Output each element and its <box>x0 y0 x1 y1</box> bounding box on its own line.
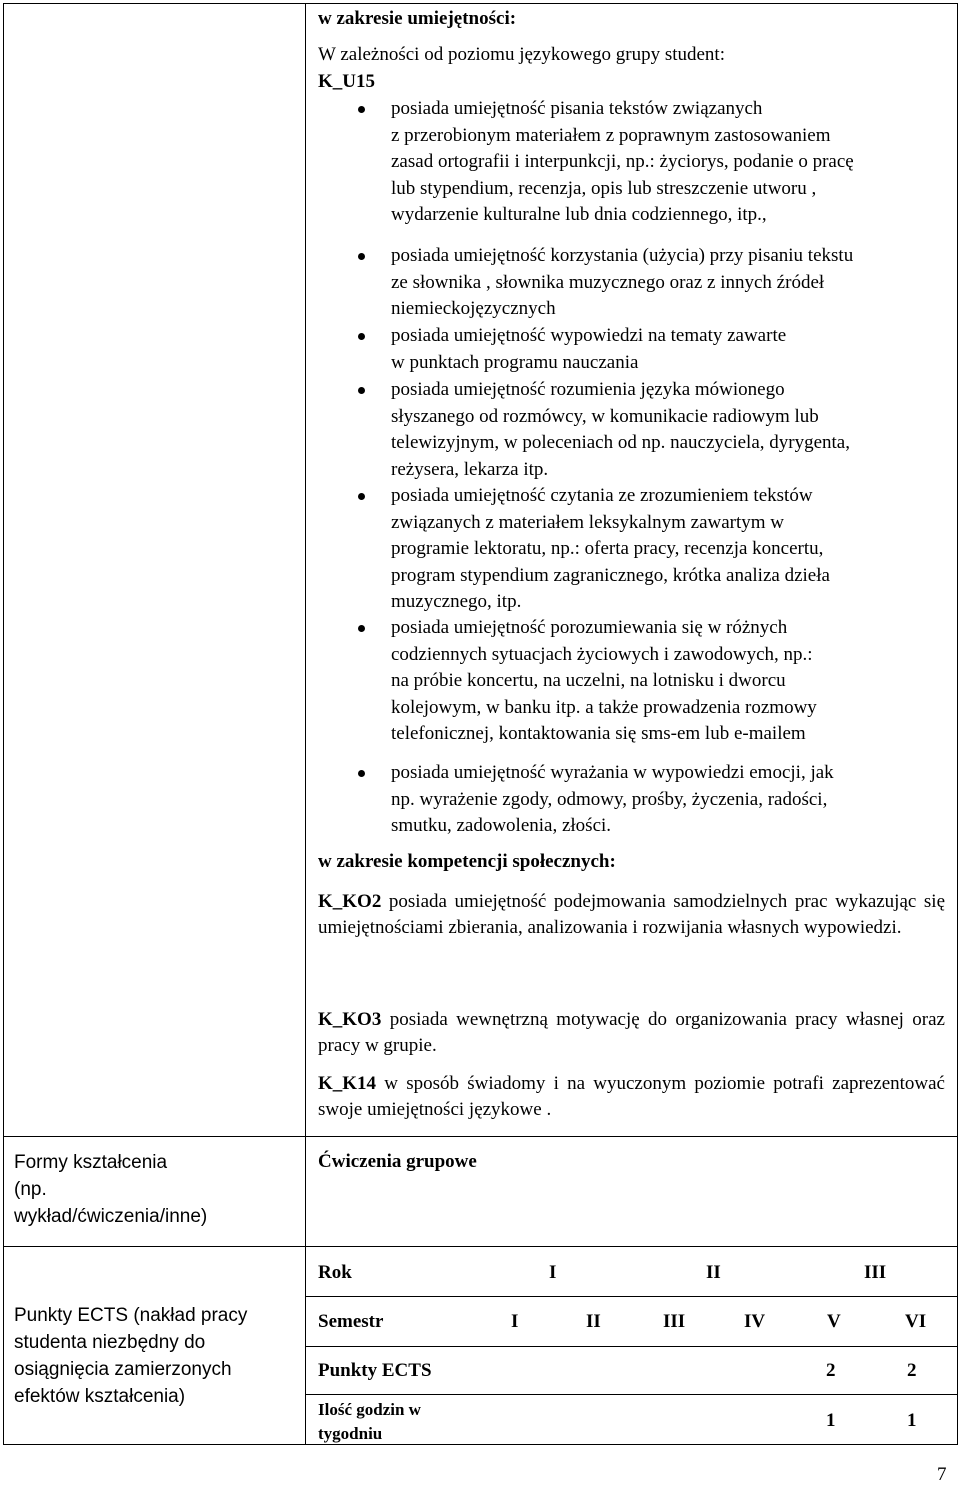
bullet-icon <box>358 253 365 260</box>
ects-label-line: osiągnięcia zamierzonych <box>14 1359 232 1380</box>
skills-heading: w zakresie umiejętności: <box>318 8 517 29</box>
skill-item-line: kolejowym, w banku itp. a także prowadzenia rozmowy <box>391 696 817 718</box>
semestr-value: V <box>827 1311 841 1332</box>
hours-label-line: Ilość godzin w <box>318 1400 421 1419</box>
skill-item-line: zasad ortografii i interpunkcji, np.: życiorys, podanie o pracę <box>391 151 854 172</box>
bullet-icon <box>358 387 365 394</box>
social-entry-ko3 <box>318 1007 945 1059</box>
points-value: 2 <box>907 1360 917 1381</box>
skill-item-line: na próbie koncertu, na uczelni, na lotnisku i dworcu <box>391 670 786 691</box>
semestr-value: I <box>511 1311 519 1332</box>
skill-item-line: posiada umiejętność korzystania (użycia) przy pisaniu tekstu <box>391 245 854 266</box>
ects-label <box>14 1302 247 1410</box>
bullet-icon <box>358 625 365 632</box>
skill-item-line: np. wyrażenie zgody, odmowy, prośby, życzenia, radości, <box>391 788 828 810</box>
ects-separator-1 <box>306 1296 957 1297</box>
skill-item-line: telewizyjnym, w poleceniach od np. nauczyciela, dyrygenta, <box>391 432 850 453</box>
bullet-icon <box>358 333 365 340</box>
ects-label-line: efektów kształcenia) <box>14 1386 186 1407</box>
rok-value: I <box>549 1262 557 1283</box>
rok-label: Rok <box>318 1262 352 1283</box>
hours-value: 1 <box>826 1410 836 1431</box>
social-entry-text: w sposób świadomy i na wyuczonym poziomie potrafi zaprezentować swoje umiejętności językowe . <box>318 1073 945 1120</box>
semestr-value: II <box>586 1311 601 1332</box>
skills-code: K_U15 <box>318 71 375 92</box>
ects-separator-3 <box>306 1394 957 1395</box>
ects-separator-2 <box>306 1346 957 1347</box>
forms-label-line: (np. <box>14 1179 47 1200</box>
table-right-border <box>957 3 958 1445</box>
ects-label-line: studenta niezbędny do <box>14 1332 206 1353</box>
page-number: 7 <box>937 1464 947 1485</box>
social-entry-k14 <box>318 1071 945 1123</box>
ects-label-line: Punkty ECTS (nakład pracy <box>14 1305 248 1326</box>
forms-label-line: wykład/ćwiczenia/inne) <box>14 1206 208 1227</box>
semestr-value: III <box>663 1311 686 1332</box>
bullet-icon <box>358 106 365 113</box>
skills-intro: W zależności od poziomu językowego grupy student: <box>318 44 725 65</box>
skill-item-line: niemieckojęzycznych <box>391 298 556 319</box>
skill-item-line: ze słownika , słownika muzycznego oraz z innych źródeł <box>391 271 825 293</box>
forms-label-line: Formy kształcenia <box>14 1152 168 1173</box>
rok-value: II <box>706 1262 721 1283</box>
skill-item-line: słyszanego od rozmówcy, w komunikacie radiowym lub <box>391 405 819 427</box>
social-entry-code: K_KO3 <box>318 1009 382 1030</box>
skill-item-line: program stypendium zagranicznego, krótka analiza dzieła <box>391 564 830 586</box>
semestr-value: IV <box>744 1311 766 1332</box>
hours-label-line: tygodniu <box>318 1424 383 1443</box>
skill-item-line: lub stypendium, recenzja, opis lub streszczenie utworu , <box>391 177 817 199</box>
skill-item-line: posiada umiejętność wyrażania w wypowiedzi emocji, jak <box>391 762 834 783</box>
skill-item-line: posiada umiejętność czytania ze zrozumieniem tekstów <box>391 485 813 506</box>
table-middle-border <box>305 3 306 1445</box>
forms-value: Ćwiczenia grupowe <box>318 1151 477 1172</box>
social-heading: w zakresie kompetencji społecznych: <box>318 851 616 872</box>
skill-item-line: telefonicznej, kontaktowania się sms-em lub e-mailem <box>391 723 806 744</box>
table-left-border <box>3 3 4 1445</box>
skill-item-line: muzycznego, itp. <box>391 591 522 612</box>
skill-item-line: związanych z materiałem leksykalnym zawartym w <box>391 511 785 533</box>
forms-label <box>14 1149 207 1230</box>
rok-value: III <box>864 1262 887 1283</box>
bullet-icon <box>358 493 365 500</box>
semestr-label: Semestr <box>318 1311 384 1332</box>
points-label: Punkty ECTS <box>318 1360 432 1381</box>
table-bottom-border <box>3 1444 958 1445</box>
points-value: 2 <box>826 1360 836 1381</box>
social-entry-code: K_KO2 <box>318 891 382 912</box>
hours-value: 1 <box>907 1410 917 1431</box>
social-entry-text: posiada umiejętność podejmowania samodzielnych prac wykazując się umiejętnościami zbierania, analizowania i rozwijania własnych wypowiedzi. <box>318 891 945 938</box>
social-entry-ko2 <box>318 889 945 941</box>
skill-item-line: posiada umiejętność pisania tekstów związanych <box>391 98 763 119</box>
row-separator-forms <box>3 1136 958 1137</box>
skill-item-line: w punktach programu nauczania <box>391 351 639 373</box>
skill-item-line: posiada umiejętność porozumiewania się w różnych <box>391 617 788 638</box>
skill-item-line: posiada umiejętność wypowiedzi na tematy zawarte <box>391 325 787 346</box>
skill-item-line: codziennych sytuacjach życiowych i zawodowych, np.: <box>391 643 813 665</box>
skill-item-line: z przerobionym materiałem z poprawnym zastosowaniem <box>391 124 831 146</box>
skill-item-line: posiada umiejętność rozumienia języka mówionego <box>391 379 785 400</box>
row-separator-ects <box>3 1246 958 1247</box>
skill-item-line: programie lektoratu, np.: oferta pracy, recenzja koncertu, <box>391 538 824 559</box>
semestr-value: VI <box>905 1311 927 1332</box>
skill-item-line: smutku, zadowolenia, złości. <box>391 815 612 836</box>
social-entry-text: posiada wewnętrzną motywację do organizowania pracy własnej oraz pracy w grupie. <box>318 1009 945 1056</box>
social-entry-code: K_K14 <box>318 1073 377 1094</box>
bullet-icon <box>358 770 365 777</box>
skill-item-line: reżysera, lekarza itp. <box>391 458 549 480</box>
hours-label <box>318 1398 421 1446</box>
skill-item-line: wydarzenie kulturalne lub dnia codziennego, itp., <box>391 204 767 225</box>
table-top-border <box>3 3 958 4</box>
